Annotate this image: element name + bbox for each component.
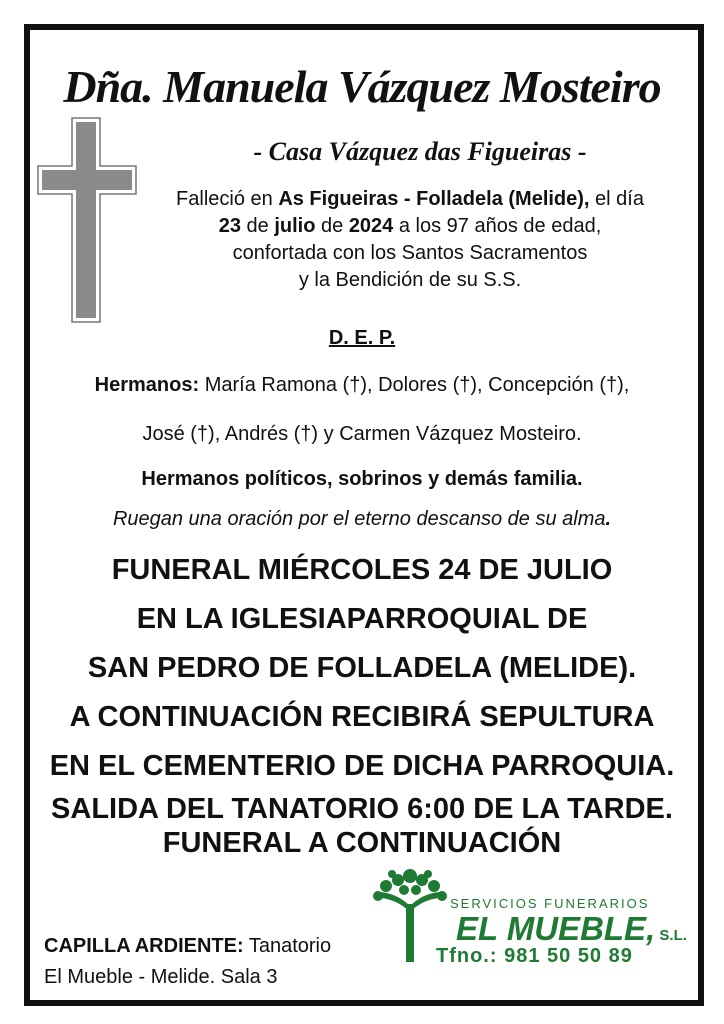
death-text: de <box>315 215 349 237</box>
brand-suffix: S.L. <box>655 927 687 944</box>
prayer-line <box>0 508 724 531</box>
funeral-home-brand <box>456 910 687 948</box>
funeral-line: SAN PEDRO DE FOLLADELA (MELIDE). <box>87 652 637 684</box>
deceased-name: Dña. Manuela Vázquez Mosteiro <box>63 61 661 112</box>
death-text: Falleció en <box>176 188 279 210</box>
chapel-line-1 <box>44 931 331 962</box>
funeral-line: EN EL CEMENTERIO DE DICHA PARROQUIA. <box>49 750 675 782</box>
death-line-4: y la Bendición de su S.S. <box>298 269 522 291</box>
chapel-label: CAPILLA ARDIENTE: <box>44 935 244 957</box>
prayer-text: Ruegan una oración por el eterno descanso de su alma <box>112 508 606 530</box>
funeral-home-phone: Tfno.: 981 50 50 89 <box>436 945 633 967</box>
death-text: a los 97 años de edad, <box>393 215 602 237</box>
chapel-info <box>44 931 331 993</box>
death-line-2 <box>140 213 680 240</box>
death-notice <box>140 186 680 294</box>
death-text: el día <box>589 188 644 210</box>
departure-details <box>0 792 724 860</box>
chapel-line-2: El Mueble - Melide. Sala 3 <box>44 966 278 988</box>
death-text: de <box>240 215 275 237</box>
prayer-end: . <box>605 508 612 530</box>
death-month: julio <box>274 215 316 237</box>
house-name: - Casa Vázquez das Figueiras - <box>253 137 587 166</box>
family-line: Hermanos políticos, sobrinos y demás familia. <box>141 468 583 490</box>
death-line-1 <box>140 186 680 213</box>
funeral-home-subtitle: SERVICIOS FUNERARIOS <box>450 896 650 911</box>
funeral-home-logo <box>370 866 690 971</box>
death-day: 23 <box>218 215 241 237</box>
funeral-line: EN LA IGLESIAPARROQUIAL DE <box>136 603 588 635</box>
siblings-names: María Ramona (†), Dolores (†), Concepción (†), <box>199 374 630 396</box>
chapel-value: Tanatorio <box>243 935 332 957</box>
dep-heading: D. E. P. <box>328 327 396 349</box>
brand-name: EL MUEBLE, <box>456 910 656 947</box>
death-line-3: confortada con los Santos Sacramentos <box>232 242 588 264</box>
departure-line: SALIDA DEL TANATORIO 6:00 DE LA TARDE. <box>51 793 673 825</box>
funeral-line: A CONTINUACIÓN RECIBIRÁ SEPULTURA <box>69 701 655 733</box>
funeral-details <box>0 546 724 791</box>
death-place: As Figueiras - Folladela (Melide), <box>278 188 590 210</box>
departure-line: FUNERAL A CONTINUACIÓN <box>162 827 562 859</box>
funeral-line: FUNERAL MIÉRCOLES 24 DE JULIO <box>111 554 613 586</box>
siblings-line-2: José (†), Andrés (†) y Carmen Vázquez Mosteiro. <box>142 423 582 445</box>
death-year: 2024 <box>348 215 394 237</box>
siblings-label: Hermanos: <box>94 374 200 396</box>
cross-icon <box>34 114 140 331</box>
siblings-line-1 <box>0 374 724 397</box>
